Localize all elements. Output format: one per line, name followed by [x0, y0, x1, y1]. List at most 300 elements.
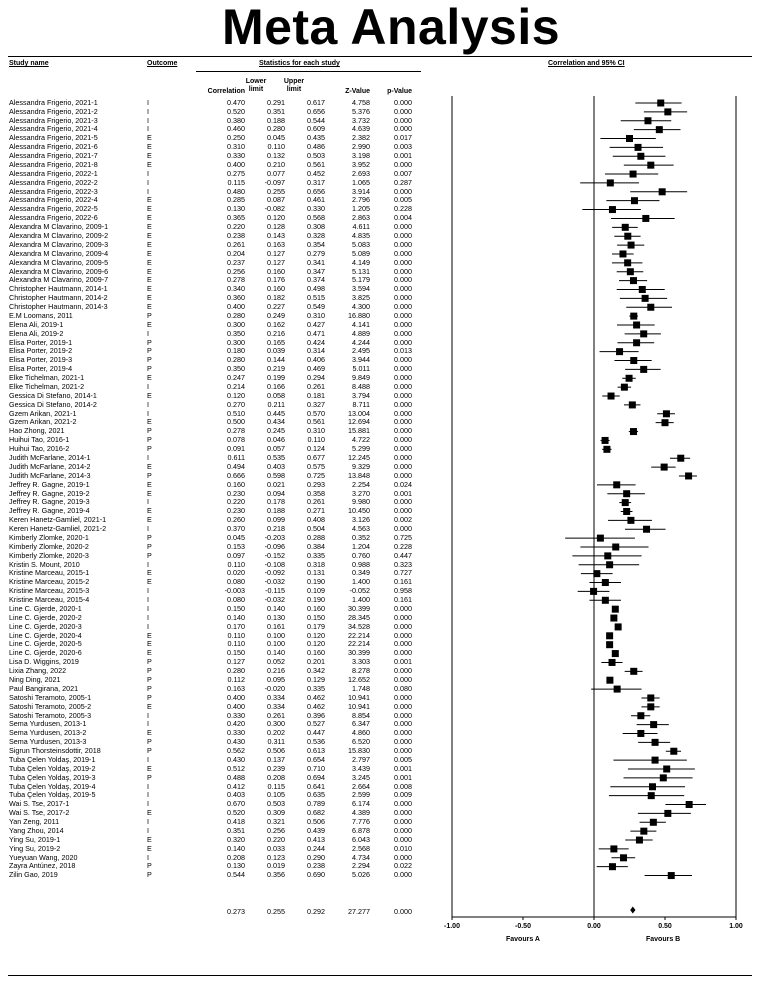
- z-value: 2.796: [352, 195, 370, 205]
- lower-limit: -0.096: [264, 541, 285, 551]
- correlation: 0.150: [227, 603, 245, 613]
- z-value: 2.599: [352, 790, 370, 800]
- effect-square: [633, 339, 640, 346]
- outcome: P: [147, 337, 152, 347]
- lower-limit: 0.100: [267, 630, 285, 640]
- z-value: 4.300: [352, 302, 370, 312]
- lower-limit: 0.334: [267, 701, 285, 711]
- z-value: 3.303: [352, 657, 370, 667]
- p-value: 0.725: [394, 532, 412, 542]
- z-value: 7.776: [352, 817, 370, 827]
- summary-z: 27.277: [348, 907, 370, 916]
- correlation: 0.230: [227, 488, 245, 498]
- study-name: Lixia Zhang, 2022: [9, 666, 67, 676]
- outcome: E: [147, 319, 152, 329]
- correlation: 0.204: [227, 248, 245, 258]
- study-name: Yan Zeng, 2011: [9, 817, 60, 827]
- effect-square: [659, 188, 666, 195]
- pooled-diamond: [630, 907, 635, 914]
- effect-square: [640, 828, 647, 835]
- effect-square: [628, 242, 635, 249]
- study-name: Kristine Marceau, 2015-1: [9, 568, 90, 578]
- lower-limit: 0.120: [267, 213, 285, 223]
- z-value: 4.889: [352, 328, 370, 338]
- correlation: 0.365: [227, 213, 245, 223]
- outcome: P: [147, 346, 152, 356]
- z-value: 3.126: [352, 515, 370, 525]
- upper-limit: 0.725: [307, 470, 325, 480]
- upper-limit: 0.613: [307, 746, 325, 756]
- study-name: Zayra Antúnez, 2018: [9, 861, 76, 871]
- correlation: 0.488: [227, 772, 245, 782]
- effect-square: [606, 677, 613, 684]
- upper-limit: 0.396: [307, 710, 325, 720]
- p-value: 0.000: [394, 497, 412, 507]
- lower-limit: 0.127: [267, 257, 285, 267]
- outcome: I: [147, 186, 149, 196]
- p-value: 0.000: [394, 399, 412, 409]
- correlation: 0.170: [227, 621, 245, 631]
- z-value: 2.294: [352, 861, 370, 871]
- upper-limit: 0.544: [307, 115, 325, 125]
- upper-limit: 0.124: [307, 444, 325, 454]
- outcome: E: [147, 630, 152, 640]
- lower-limit: 0.163: [267, 239, 285, 249]
- z-value: 4.860: [352, 728, 370, 738]
- favours-b-label: Favours B: [646, 936, 681, 943]
- study-name: Elke Tichelman, 2021-2: [9, 381, 85, 391]
- z-value: 0.988: [352, 559, 370, 569]
- p-value: 0.022: [394, 861, 412, 871]
- effect-square: [637, 730, 644, 737]
- lower-limit: 0.182: [267, 293, 285, 303]
- p-value: 0.000: [394, 825, 412, 835]
- effect-square: [677, 455, 684, 462]
- lower-limit: 0.130: [267, 612, 285, 622]
- effect-square: [614, 686, 621, 693]
- upper-limit: 0.462: [307, 692, 325, 702]
- effect-square: [602, 579, 609, 586]
- z-value: 3.825: [352, 293, 370, 303]
- correlation: 0.494: [227, 461, 245, 471]
- p-value: 0.001: [394, 488, 412, 498]
- study-name: Gessica Di Stefano, 2014-2: [9, 399, 97, 409]
- study-name: Hao Zhong, 2021: [9, 426, 65, 436]
- z-value: 28.345: [348, 612, 370, 622]
- upper-limit-header: Upper limit: [283, 78, 305, 93]
- lower-limit: 0.033: [267, 843, 285, 853]
- correlation: 0.351: [227, 825, 245, 835]
- upper-limit: 0.310: [307, 310, 325, 320]
- correlation: 0.310: [227, 142, 245, 152]
- study-name: Elke Tichelman, 2021-1: [9, 373, 85, 383]
- outcome: P: [147, 426, 152, 436]
- p-value: 0.000: [394, 444, 412, 454]
- study-name: Tuba Çelen Yoldaş, 2019-2: [9, 763, 96, 773]
- correlation: 0.666: [227, 470, 245, 480]
- study-name: Alexandra M Clavarino, 2009-4: [9, 248, 109, 258]
- study-name: Alessandra Frigerio, 2021-2: [9, 106, 98, 116]
- lower-limit: 0.019: [267, 861, 285, 871]
- effect-square: [609, 863, 616, 870]
- z-value: 2.797: [352, 754, 370, 764]
- z-value: 1.205: [352, 204, 370, 214]
- p-value: 0.000: [394, 728, 412, 738]
- effect-square: [626, 135, 633, 142]
- p-value: 0.727: [394, 568, 412, 578]
- outcome: I: [147, 719, 149, 729]
- effect-square: [606, 632, 613, 639]
- lower-limit: 0.162: [267, 319, 285, 329]
- p-value: 0.001: [394, 657, 412, 667]
- z-value: 4.244: [352, 337, 370, 347]
- outcome: E: [147, 133, 152, 143]
- upper-limit: 0.160: [307, 648, 325, 658]
- lower-limit: -0.082: [264, 204, 285, 214]
- correlation: 0.110: [227, 559, 245, 569]
- outcome: I: [147, 381, 149, 391]
- p-value: 0.000: [394, 248, 412, 258]
- study-name: Sigrun Thorsteinsdottir, 2018: [9, 746, 101, 756]
- lower-limit: 0.208: [267, 772, 285, 782]
- outcome: I: [147, 817, 149, 827]
- outcome: E: [147, 515, 152, 525]
- study-name: Alessandra Frigerio, 2022-4: [9, 195, 98, 205]
- effect-square: [602, 597, 609, 604]
- upper-limit: 0.374: [307, 275, 325, 285]
- p-value: 0.000: [394, 426, 412, 436]
- lower-limit: 0.052: [267, 657, 285, 667]
- effect-square: [630, 428, 637, 435]
- z-value: 9.849: [352, 373, 370, 383]
- correlation: 0.340: [227, 284, 245, 294]
- p-value: 0.958: [394, 586, 412, 596]
- summary-p: 0.000: [394, 907, 412, 916]
- upper-limit: 0.617: [307, 97, 325, 107]
- z-value: 6.043: [352, 834, 370, 844]
- lower-limit: 0.280: [267, 124, 285, 134]
- effect-square: [630, 357, 637, 364]
- upper-limit: 0.408: [307, 515, 325, 525]
- correlation: 0.180: [227, 346, 245, 356]
- study-name: Lisa D. Wiggins, 2019: [9, 657, 79, 667]
- correlation: 0.078: [227, 435, 245, 445]
- p-value: 0.004: [394, 213, 412, 223]
- study-name: Huihui Tao, 2016-2: [9, 444, 70, 454]
- z-value: 2.568: [352, 843, 370, 853]
- study-name: Elisa Porter, 2019-4: [9, 364, 73, 374]
- outcome: I: [147, 453, 149, 462]
- study-name: Satoshi Teramoto, 2005-3: [9, 710, 92, 720]
- outcome-header: Outcome: [147, 60, 178, 67]
- correlation: 0.300: [227, 319, 245, 329]
- upper-limit: 0.694: [307, 772, 325, 782]
- outcome: P: [147, 666, 152, 676]
- lower-limit: 0.046: [267, 435, 285, 445]
- study-name: Alessandra Frigerio, 2021-5: [9, 133, 98, 143]
- study-name: Jeffrey R. Gagne, 2019-1: [9, 479, 90, 489]
- upper-limit: 0.244: [307, 843, 325, 853]
- study-name: Tuba Çelen Yoldaş, 2019-1: [9, 754, 96, 764]
- p-value: 0.000: [394, 524, 412, 534]
- study-name: Judith McFarlane, 2014-3: [9, 470, 91, 480]
- upper-limit: 0.318: [307, 559, 325, 569]
- correlation: 0.130: [227, 204, 245, 214]
- bottom-rule: [8, 975, 752, 976]
- upper-limit: 0.317: [307, 177, 325, 187]
- correlation: 0.500: [227, 417, 245, 427]
- outcome: E: [147, 763, 152, 773]
- p-value: 0.001: [394, 151, 412, 161]
- lower-limit: 0.143: [267, 231, 285, 240]
- lower-limit: 0.445: [267, 408, 285, 418]
- p-value: 0.000: [394, 257, 412, 267]
- z-value: 8.488: [352, 381, 370, 391]
- effect-square: [623, 508, 630, 515]
- study-name: Ying Su, 2019-1: [9, 834, 61, 844]
- correlation: 0.418: [227, 817, 245, 827]
- effect-square: [640, 330, 647, 337]
- outcome: E: [147, 417, 152, 427]
- p-value: 0.161: [394, 577, 412, 587]
- upper-limit: 0.452: [307, 168, 325, 178]
- outcome: P: [147, 870, 152, 880]
- effect-square: [685, 472, 692, 479]
- study-name: Alessandra Frigerio, 2021-1: [9, 97, 98, 107]
- effect-square: [642, 295, 649, 302]
- correlation: 0.400: [227, 302, 245, 312]
- outcome: I: [147, 754, 149, 764]
- upper-limit: 0.427: [307, 319, 325, 329]
- z-value: 2.382: [352, 133, 370, 143]
- correlation: 0.238: [227, 231, 245, 240]
- effect-square: [603, 446, 610, 453]
- p-value: 0.013: [394, 346, 412, 356]
- study-name: Elena Ali, 2019-1: [9, 319, 64, 329]
- upper-limit: 0.293: [307, 479, 325, 489]
- effect-square: [610, 615, 617, 622]
- lower-limit: 0.039: [267, 346, 285, 356]
- z-value: 3.732: [352, 115, 370, 125]
- upper-limit: 0.314: [307, 346, 325, 356]
- lower-limit: 0.188: [267, 506, 285, 516]
- z-value-header: Z-Value: [345, 88, 370, 95]
- z-value: 3.952: [352, 159, 370, 169]
- effect-square: [622, 499, 629, 506]
- lower-limit: 0.535: [267, 453, 285, 462]
- z-value: 1.065: [352, 177, 370, 187]
- lower-limit: 0.128: [267, 222, 285, 232]
- z-value: 8.854: [352, 710, 370, 720]
- upper-limit: 0.635: [307, 790, 325, 800]
- study-name: Line C. Gjerde, 2020-3: [9, 621, 82, 631]
- outcome: I: [147, 790, 149, 800]
- study-name: Ying Su, 2019-2: [9, 843, 61, 853]
- p-value-header: p-Value: [387, 88, 412, 95]
- outcome: E: [147, 222, 152, 232]
- lower-limit: 0.110: [267, 142, 285, 152]
- effect-square: [607, 179, 614, 186]
- effect-square: [657, 100, 664, 107]
- p-value: 0.000: [394, 275, 412, 285]
- correlation: 0.208: [227, 852, 245, 862]
- correlation: 0.112: [227, 675, 245, 684]
- correlation: 0.120: [227, 390, 245, 400]
- p-value: 0.000: [394, 692, 412, 702]
- x-tick-label: 1.00: [729, 923, 743, 930]
- effect-square: [640, 366, 647, 373]
- z-value: 4.611: [352, 222, 370, 232]
- upper-limit: 0.354: [307, 239, 325, 249]
- correlation: 0.278: [227, 426, 245, 436]
- p-value: 0.000: [394, 319, 412, 329]
- outcome: E: [147, 293, 152, 303]
- outcome: E: [147, 390, 152, 400]
- correlation: 0.220: [227, 497, 245, 507]
- outcome: E: [147, 568, 152, 578]
- correlation: 0.330: [227, 710, 245, 720]
- outcome: I: [147, 124, 149, 134]
- correlation: 0.512: [227, 763, 245, 773]
- outcome: I: [147, 497, 149, 507]
- lower-limit: 0.227: [267, 302, 285, 312]
- study-name: Kristine Marceau, 2015-4: [9, 595, 90, 605]
- lower-limit: 0.176: [267, 275, 285, 285]
- upper-limit: 0.160: [307, 603, 325, 613]
- p-value: 0.000: [394, 603, 412, 613]
- correlation: 0.510: [227, 408, 245, 418]
- lower-limit: 0.199: [267, 373, 285, 383]
- upper-limit: 0.439: [307, 825, 325, 835]
- upper-limit: 0.575: [307, 461, 325, 471]
- outcome: P: [147, 746, 152, 756]
- upper-limit: 0.677: [307, 453, 325, 462]
- outcome: P: [147, 444, 152, 454]
- upper-limit: 0.435: [307, 133, 325, 143]
- p-value: 0.000: [394, 746, 412, 756]
- lower-limit: -0.032: [264, 577, 285, 587]
- outcome: I: [147, 115, 149, 125]
- p-value: 0.000: [394, 266, 412, 276]
- correlation: 0.237: [227, 257, 245, 267]
- study-name: Line C. Gjerde, 2020-2: [9, 612, 82, 622]
- study-name: Alexandra M Clavarino, 2009-2: [9, 231, 109, 240]
- correlation: 0.220: [227, 222, 245, 232]
- upper-limit: 0.486: [307, 142, 325, 152]
- correlation: 0.214: [227, 381, 245, 391]
- z-value: 2.664: [352, 781, 370, 791]
- effect-square: [627, 517, 634, 524]
- z-value: 3.198: [352, 151, 370, 161]
- z-value: 16.880: [348, 310, 370, 320]
- z-value: 1.748: [352, 683, 370, 693]
- p-value: 0.000: [394, 648, 412, 658]
- correlation: 0.520: [227, 808, 245, 818]
- p-value: 0.005: [394, 754, 412, 764]
- p-value: 0.228: [394, 541, 412, 551]
- upper-limit: 0.561: [307, 417, 325, 427]
- upper-limit: 0.328: [307, 231, 325, 240]
- outcome: I: [147, 612, 149, 622]
- lower-limit: 0.356: [267, 870, 285, 880]
- correlation: 0.544: [227, 870, 245, 880]
- p-value: 0.000: [394, 222, 412, 232]
- p-value: 0.000: [394, 808, 412, 818]
- study-name: Elisa Porter, 2019-2: [9, 346, 73, 356]
- lower-limit: -0.097: [264, 177, 285, 187]
- correlation: 0.400: [227, 692, 245, 702]
- plot-header: Correlation and 95% CI: [548, 60, 625, 67]
- correlation: 0.115: [227, 177, 245, 187]
- effect-square: [652, 757, 659, 764]
- upper-limit: 0.424: [307, 337, 325, 347]
- p-value: 0.010: [394, 843, 412, 853]
- upper-limit: 0.506: [307, 817, 325, 827]
- lower-limit: 0.211: [267, 399, 285, 409]
- effect-square: [621, 384, 628, 391]
- outcome: P: [147, 435, 152, 445]
- z-value: 8.711: [352, 399, 370, 409]
- upper-limit: 0.536: [307, 737, 325, 747]
- upper-limit: 0.290: [307, 852, 325, 862]
- upper-limit: 0.789: [307, 799, 325, 809]
- outcome: E: [147, 257, 152, 267]
- upper-limit: 0.131: [307, 568, 325, 578]
- lower-limit: 0.160: [267, 266, 285, 276]
- correlation: 0.163: [227, 683, 245, 693]
- z-value: -0.052: [349, 586, 370, 596]
- upper-limit: 0.341: [307, 257, 325, 267]
- effect-square: [664, 108, 671, 115]
- p-value: 0.000: [394, 461, 412, 471]
- page-title: Meta Analysis: [221, 0, 561, 55]
- upper-limit: 0.462: [307, 701, 325, 711]
- p-value: 0.228: [394, 204, 412, 214]
- lower-limit: 0.115: [267, 781, 285, 791]
- outcome: I: [147, 852, 149, 862]
- correlation: 0.520: [227, 106, 245, 116]
- z-value: 4.639: [352, 124, 370, 134]
- outcome: P: [147, 310, 152, 320]
- correlation: 0.127: [227, 657, 245, 667]
- outcome: E: [147, 302, 152, 312]
- correlation: 0.370: [227, 524, 245, 534]
- effect-square: [623, 490, 630, 497]
- p-value: 0.000: [394, 186, 412, 196]
- correlation: 0.400: [227, 701, 245, 711]
- upper-limit: 0.527: [307, 719, 325, 729]
- outcome: P: [147, 657, 152, 667]
- effect-square: [642, 215, 649, 222]
- lower-limit: 0.140: [267, 603, 285, 613]
- study-name: Jeffrey R. Gagne, 2019-2: [9, 488, 90, 498]
- upper-limit: 0.190: [307, 595, 325, 605]
- correlation: 0.430: [227, 754, 245, 764]
- p-value: 0.000: [394, 417, 412, 427]
- z-value: 12.694: [348, 417, 370, 427]
- p-value: 0.287: [394, 177, 412, 187]
- correlation-header: Correlation: [207, 88, 245, 95]
- outcome: P: [147, 364, 152, 374]
- study-name: Sema Yurdusen, 2013-3: [9, 737, 87, 747]
- lower-limit: 0.309: [267, 808, 285, 818]
- outcome: P: [147, 550, 152, 560]
- correlation: 0.130: [227, 861, 245, 871]
- correlation: 0.280: [227, 310, 245, 320]
- z-value: 2.495: [352, 346, 370, 356]
- p-value: 0.000: [394, 381, 412, 391]
- outcome: E: [147, 142, 152, 152]
